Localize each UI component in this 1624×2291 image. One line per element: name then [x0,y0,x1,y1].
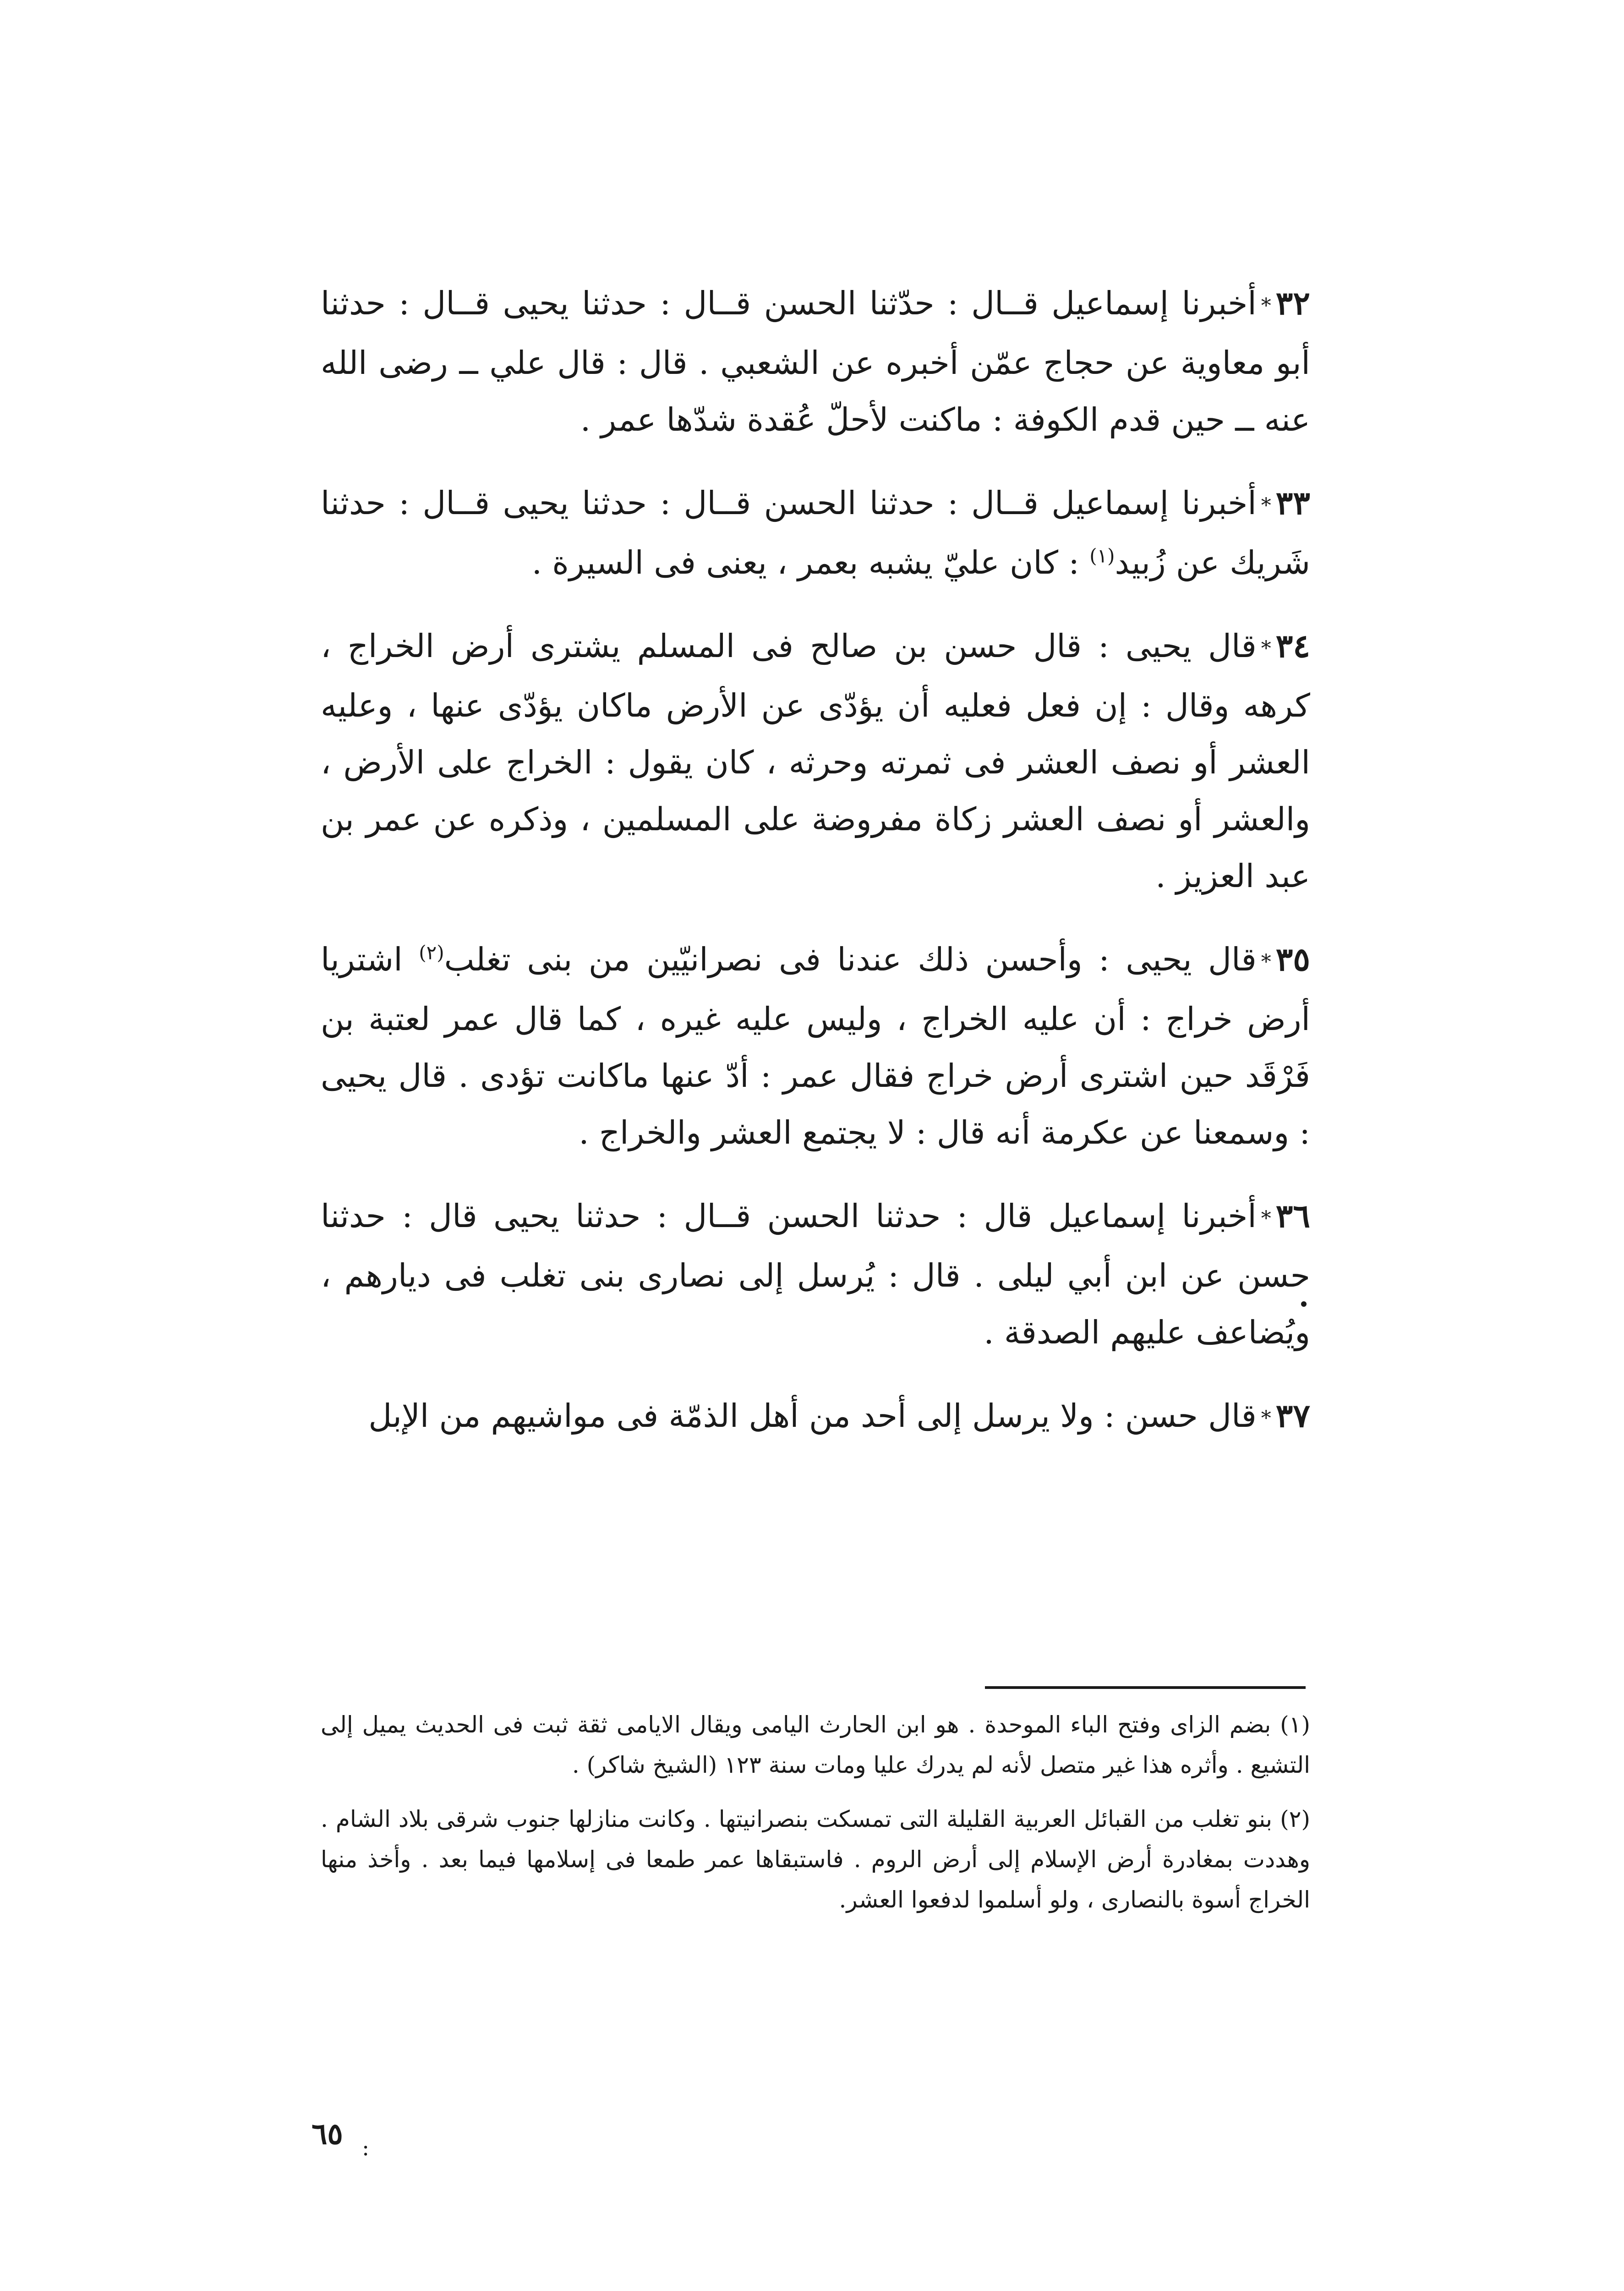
footnote-ref: (٢) [419,941,444,964]
footnote-2: (٢) بنو تغلب من القبائل العربية القليلة التى تمسكت بنصرانيتها . وكانت منازلها جنوب شرقى بلاد الشام . وهددت بمغادرة أرض الإسلام إلى أرض الروم . فاستبقاها عمر طمعا فى إسلامها فيما بعد . وأخذ منها الخراج أسوة بالنصارى ، ولو أسلموا لدفعوا العشر. [321,1806,1311,1913]
footnote-1: (١) بضم الزاى وفتح الباء الموحدة . هو ابن الحارث اليامى ويقال الايامى ثقة ثبت فى الحديث يميل إلى التشيع . وأثره هذا غير متصل لأنه لم يدرك عليا ومات سنة ١٢٣ (الشيخ شاكر) . [321,1711,1310,1778]
entry-star: * [1261,1207,1271,1230]
entry-text: أخبرنا إسماعيل قال : حدثنا الحسن قــال : حدثنا يحيى قال : حدثنا حسن عن ابن أبي ليلى . قال : يُرسل إلى نصارى بنى تغلب فى ديارهم ، ويُضاعف عليهم الصدقة . [321,1197,1310,1351]
entry-34 [321,618,1310,904]
footnotes [321,1705,1310,1934]
entry-number: ٣٦ [1275,1197,1310,1235]
entry-star: * [1261,950,1271,974]
entry-text: أخبرنا إسماعيل قــال : حدثنا الحسن قــال : حدثنا يحيى قــال : حدثنا شَريك عن زُبيد [321,484,1310,581]
entry-35 [321,931,1310,1161]
entry-33 [321,475,1310,591]
entry-star: * [1261,494,1271,517]
entry-37 [321,1387,1310,1447]
entry-32 [321,275,1310,448]
entry-number: ٣٢ [1275,284,1310,322]
entry-number: ٣٤ [1275,627,1310,665]
main-text [321,275,1310,1474]
entry-text: أخبرنا إسماعيل قــال : حدّثنا الحسن قــال : حدثنا يحيى قــال : حدثنا أبو معاوية عن حجاج عمّن أخبره عن الشعبي . قال : قال علي ــ رضى الله عنه ــ حين قدم الكوفة : ماكنت لأحلّ عُقدة شدّها عمر . [321,285,1310,438]
entry-36 [321,1188,1310,1361]
entry-number: ٣٧ [1275,1397,1310,1435]
entry-text-after: اشتريا أرض خراج : أن عليه الخراج ، وليس عليه غيره ، كما قال عمر لعتبة بن فَرْقَد حين اشترى أرض خراج فقال عمر : أدّ عنها ماكانت تؤدى . قال يحيى : وسمعنا عن عكرمة أنه قال : لا يجتمع العشر والخراج . [321,941,1310,1151]
entry-text: قال حسن : ولا يرسل إلى أحد من أهل الذمّة فى مواشيهم من الإبل [368,1397,1257,1435]
entry-text: قال يحيى : قال حسن بن صالح فى المسلم يشترى أرض الخراج ، كرهه وقال : إن فعل فعليه أن يؤدّى عن الأرض ماكان يؤدّى عنها ، وعليه العشر أو نصف العشر فى ثمرته وحرثه ، كان يقول : الخراج على الأرض ، والعشر أو نصف العشر زكاة مفروضة على المسلمين ، وذكره عن عمر بن عبد العزيز . [321,627,1310,895]
page-number: ٦٥ [312,2117,343,2151]
entry-number: ٣٣ [1275,484,1310,522]
page-mark: : [362,2135,370,2161]
footnote-ref: (١) [1089,544,1115,567]
entry-text-after: : كان عليّ يشبه بعمر ، يعنى فى السيرة . [531,544,1090,581]
entry-star: * [1261,637,1271,660]
entry-text: قال يحيى : وأحسن ذلك عندنا فى نصرانيّين من بنى تغلب [444,941,1257,978]
entry-star: * [1261,294,1271,318]
entry-star: * [1261,1407,1271,1430]
entry-number: ٣٥ [1275,940,1310,978]
stray-dot [1301,1301,1307,1307]
footnote-divider [985,1686,1306,1689]
